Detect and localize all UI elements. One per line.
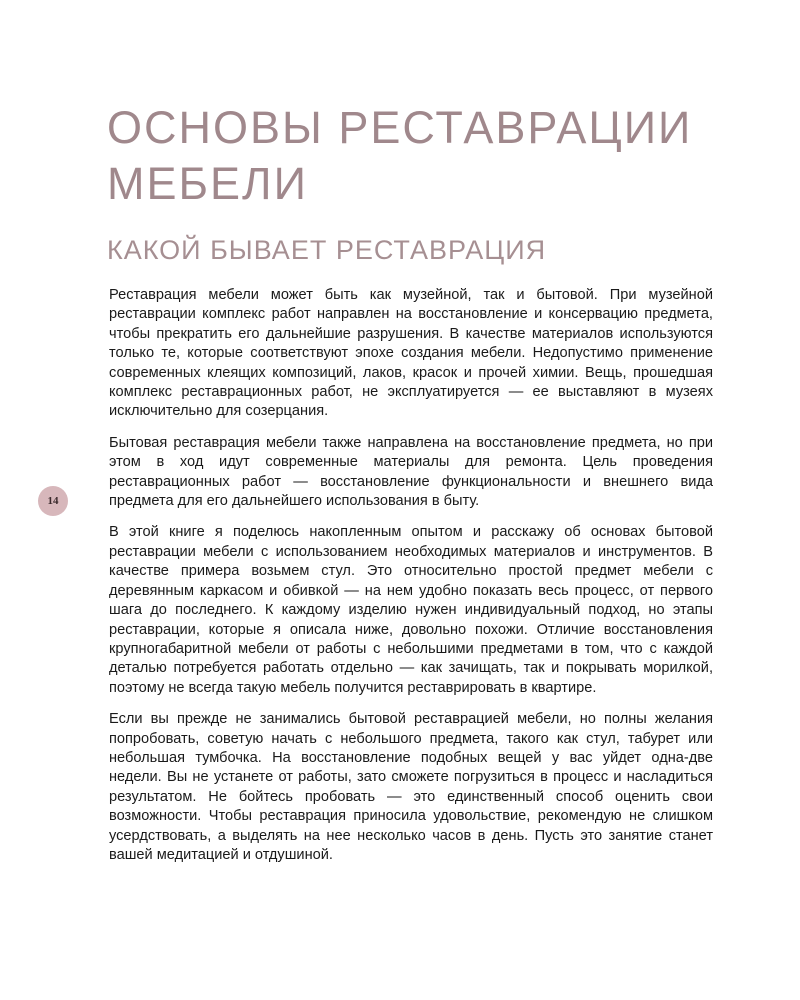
paragraph: Если вы прежде не занимались бытовой реставрацией мебели, но полны желания попробовать, советую начать с небольшого предмета, такого как стул, табурет или небольшая тумбочка. На восстановление подобных вещей у вас уйдет одна-две недели. Вы не устанете от работы, зато сможете погрузиться в процесс и насладиться результатом. Не бойтесь пробовать — это единственный способ оценить свои возможности. Чтобы реставрация приносила удовольствие, рекомендую не слишком усердствовать, а выделять на нее несколько часов в день. Пусть это занятие станет вашей медитацией и отдушиной. [109, 711, 713, 863]
page-number-badge: 14 [38, 486, 68, 516]
paragraph: Реставрация мебели может быть как музейной, так и бытовой. При музейной реставрации комплекс работ направлен на восстановление и консервацию предмета, чтобы прекратить его дальнейшие разрушения. В качестве материалов используются только те, которые соответствуют эпохе создания мебели. Недопустимо применение современных клеящих композиций, лаков, красок и прочей химии. Вещь, прошедшая комплекс реставрационных работ, не эксплуатируется — ее выставляют в музеях исключительно для созерцания. [109, 287, 713, 420]
paragraph: Бытовая реставрация мебели также направлена на восстановление предмета, но при этом в ход идут современные материалы для ремонта. Цель проведения реставрационных работ — восстановление функциональности и внешнего вида предмета для его дальнейшего использования в быту. [109, 434, 713, 510]
body-text [109, 286, 713, 877]
chapter-title: ОСНОВЫ РЕСТАВРАЦИИ МЕБЕЛИ [107, 102, 693, 209]
paragraph: В этой книге я поделюсь накопленным опытом и расскажу об основах бытовой реставрации мебели с использованием необходимых материалов и инструментов. В качестве примера возьмем стул. Это относительно простой предмет мебели с деревянным каркасом и обивкой — на нем удобно показать весь процесс, от первого шага до последнего. К каждому изделию нужен индивидуальный подход, но этапы реставрации, которые я описала ниже, довольно похожи. Отличие восстановления крупногабаритной мебели от работы с небольшими предметами в том, что с каждой деталью потребуется работать отдельно — как зачищать, так и покрывать морилкой, поэтому не всегда такую мебель получится реставрировать в квартире. [109, 524, 713, 696]
section-title: КАКОЙ БЫВАЕТ РЕСТАВРАЦИЯ [107, 235, 547, 265]
